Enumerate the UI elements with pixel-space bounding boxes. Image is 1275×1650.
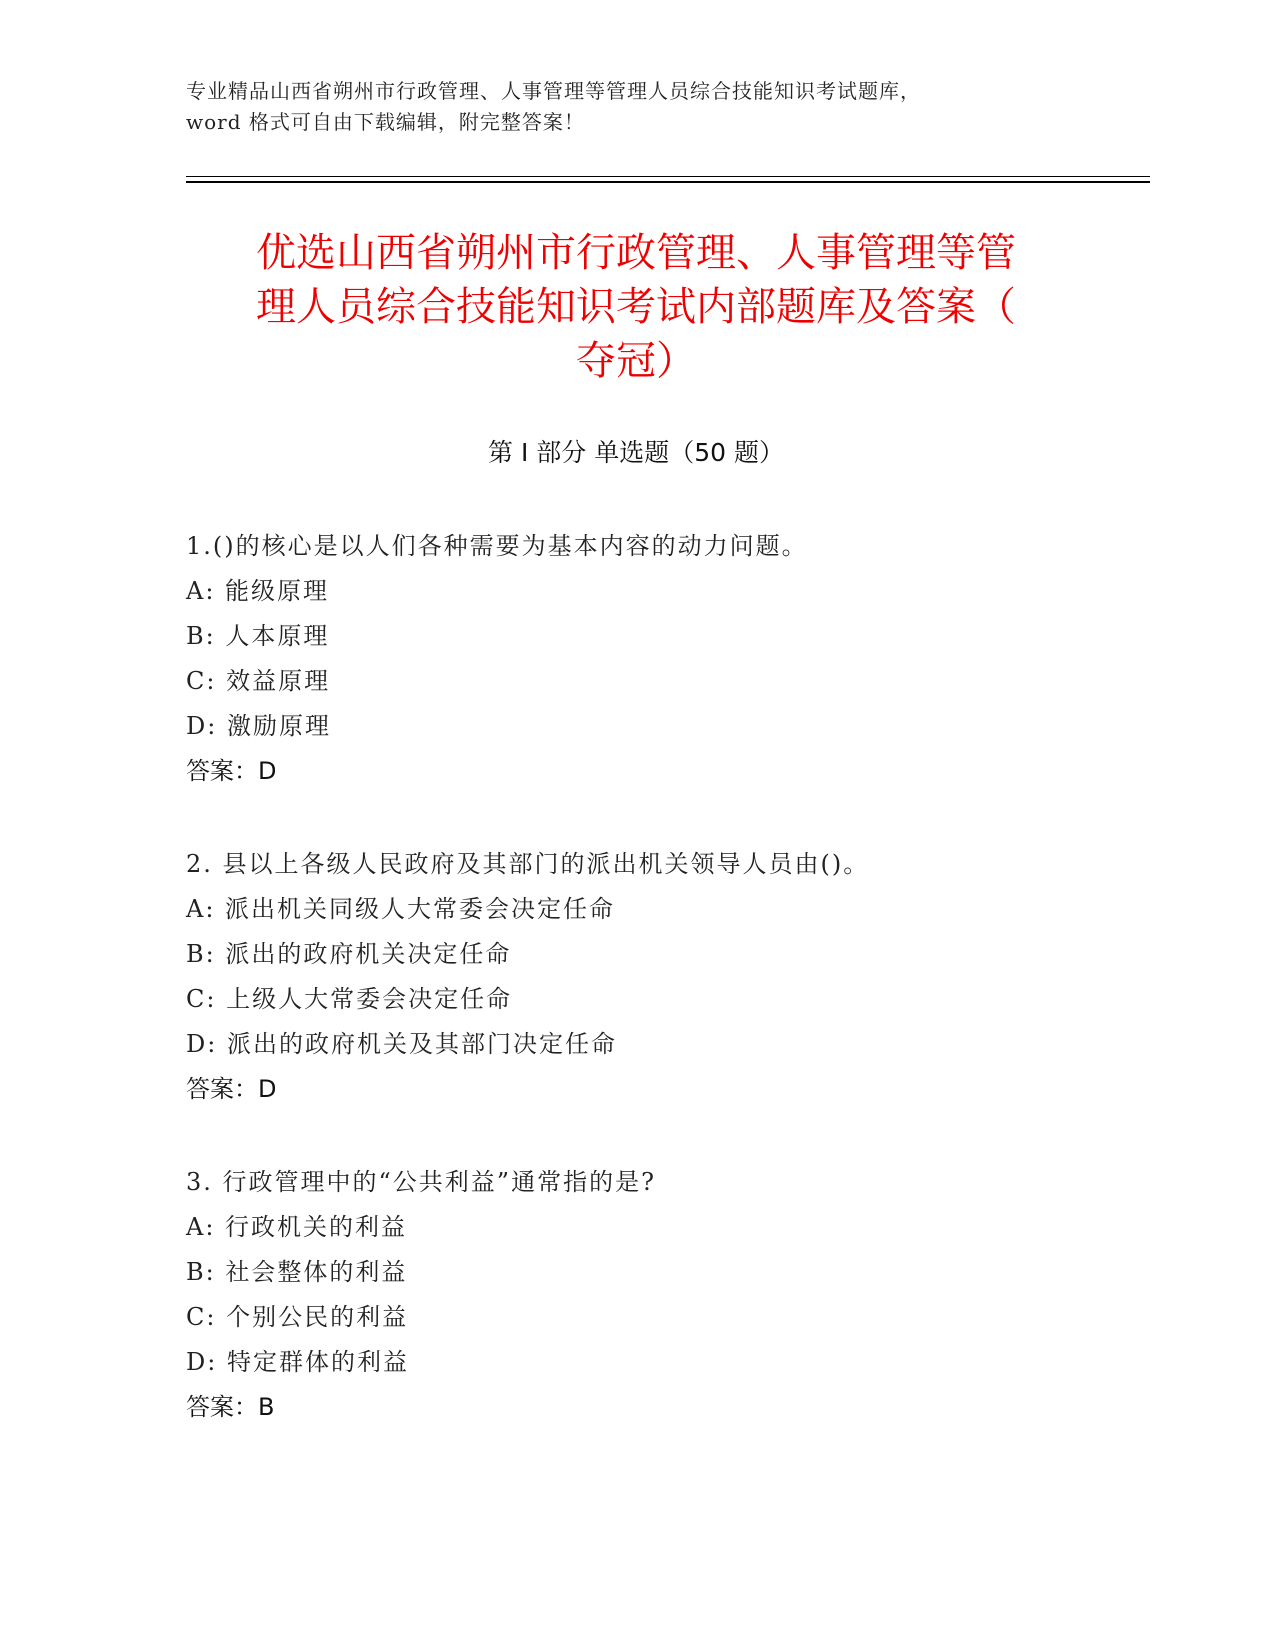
question-stem: 1.()的核心是以人们各种需要为基本内容的动力问题。 — [186, 532, 808, 560]
option-a: A: 派出机关同级人大常委会决定任命 — [186, 895, 616, 923]
header-note-line-2: word 格式可自由下载编辑，附完整答案！ — [186, 110, 585, 134]
document-title-line-1: 优选山西省朔州市行政管理、人事管理等管 — [256, 230, 1016, 276]
header-note-line-1: 专业精品山西省朔州市行政管理、人事管理等管理人员综合技能知识考试题库， — [186, 79, 921, 103]
answer-line: 答案：D — [186, 757, 277, 785]
question-2 — [186, 842, 1086, 1112]
option-b: B: 人本原理 — [186, 622, 330, 650]
header-note — [186, 76, 1086, 138]
section-title: 第 I 部分 单选题（50 题） — [488, 438, 784, 467]
option-a: A: 行政机关的利益 — [186, 1213, 408, 1241]
question-3 — [186, 1160, 1086, 1430]
option-a: A: 能级原理 — [186, 577, 330, 605]
header-divider-thin — [186, 176, 1150, 177]
question-stem: 2. 县以上各级人民政府及其部门的派出机关领导人员由()。 — [186, 850, 870, 878]
option-d: D: 特定群体的利益 — [186, 1348, 409, 1376]
option-c: C: 效益原理 — [186, 667, 331, 695]
option-d: D: 激励原理 — [186, 712, 331, 740]
question-1 — [186, 524, 1086, 794]
answer-line: 答案：D — [186, 1075, 277, 1103]
option-d: D: 派出的政府机关及其部门决定任命 — [186, 1030, 617, 1058]
answer-line: 答案：B — [186, 1393, 275, 1421]
header-divider-thick — [186, 181, 1150, 183]
document-title-line-3: 夺冠） — [576, 338, 696, 384]
document-title — [186, 226, 1086, 388]
question-stem: 3. 行政管理中的“公共利益”通常指的是? — [186, 1168, 656, 1196]
option-c: C: 上级人大常委会决定任命 — [186, 985, 513, 1013]
option-b: B: 社会整体的利益 — [186, 1258, 408, 1286]
option-c: C: 个别公民的利益 — [186, 1303, 409, 1331]
option-b: B: 派出的政府机关决定任命 — [186, 940, 512, 968]
document-title-line-2: 理人员综合技能知识考试内部题库及答案（ — [256, 284, 1016, 330]
